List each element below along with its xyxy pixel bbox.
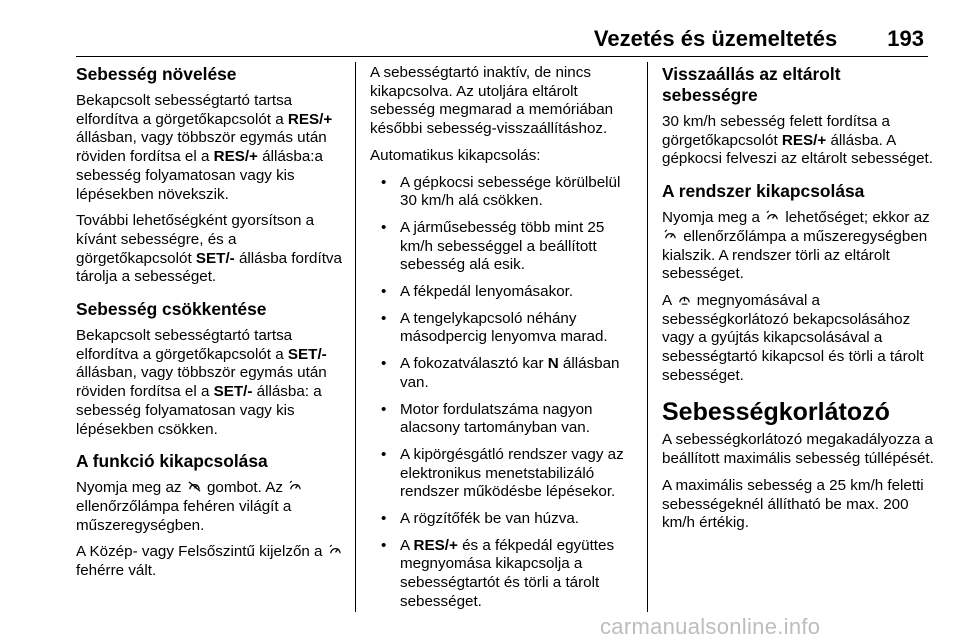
heading-return-speed: Visszaállás az eltárolt sebességre	[662, 64, 841, 105]
paragraph-decrease: Bekapcsolt sebességtartó tartsa elfordítva a görgetőkapcsolót a SET/- állásban, vagy többször egymás után röviden fordítsa el a SET/- állásba: a sebesség folyamatosan vagy kis lépésekben csökken.	[76, 327, 327, 438]
auto-off-list	[370, 174, 638, 612]
paragraph-increase-2: További lehetőségként gyorsítson a kívánt sebességre, és a görgetőkapcsolót SET/- állásba fordítva tárolja a sebességet.	[76, 212, 342, 286]
list-item: • A fékpedál lenyomásakor.	[370, 283, 638, 302]
watermark: carmanualsonline.info	[600, 614, 821, 639]
header-divider	[76, 56, 928, 57]
list-item: • A tengelykapcsoló néhány másodpercig lenyomva marad.	[370, 310, 638, 347]
heading-speed-increase: Sebesség növelése	[76, 64, 237, 84]
list-item: • A fokozatválasztó kar N állásban van.	[370, 355, 638, 392]
cruise-control-icon	[329, 544, 342, 557]
paragraph-system-off-2: A megnyomásával a sebességkorlátozó bekapcsolásához vagy a gyújtás kikapcsolásával a sebességtartó kikapcsol és törli a tárolt sebességet.	[662, 291, 924, 384]
list-item: • Motor fordulatszáma nagyon alacsony tartományban van.	[370, 401, 638, 438]
cruise-control-icon	[664, 229, 677, 242]
cruise-control-icon	[766, 210, 779, 223]
list-item: • A rögzítőfék be van húzva.	[370, 510, 638, 529]
heading-system-off: A rendszer kikapcsolása	[662, 181, 865, 202]
paragraph-increase-1: Bekapcsolt sebességtartó tartsa elfordítva a görgetőkapcsolót a RES/+ állásban, vagy többször egymás után röviden fordítsa el a RES/+ állásba:a sebesség folyamatosan vagy kis lépésekben növekszik.	[76, 92, 333, 203]
column-divider-1	[355, 62, 356, 612]
page-title: Vezetés és üzemeltetés	[593, 26, 838, 51]
speed-limiter-icon	[678, 293, 691, 306]
paragraph-system-off-1: Nyomja meg a lehetőséget; ekkor az ellenőrzőlámpa a műszeregységben kialszik. A rendszer törli az eltárolt sebességet.	[662, 209, 930, 283]
paragraph-inactive: A sebességtartó inaktív, de nincs kikapcsolva. Az utoljára eltárolt sebesség megmarad a memóriában későbbi sebesség-visszaállításhoz.	[370, 64, 614, 138]
page-number: 193	[887, 26, 924, 51]
heading-speed-decrease: Sebesség csökkentése	[76, 299, 267, 320]
list-item: • A kipörgésgátló rendszer vagy az elektronikus menetstabilizáló rendszer működésbe lépésekor.	[370, 446, 638, 502]
column-2	[370, 64, 638, 620]
list-item: • A gépkocsi sebessége körülbelül 30 km/h alá csökken.	[370, 174, 638, 211]
column-1	[76, 64, 348, 589]
column-divider-2	[647, 62, 648, 612]
list-item: • A járműsebesség több mint 25 km/h sebességgel a beállított sebesség alá esik.	[370, 219, 638, 275]
paragraph-limiter-2: A maximális sebesség a 25 km/h feletti sebességeknél állítható be max. 200 km/h értékig.	[662, 476, 924, 532]
paragraph-limiter-1: A sebességkorlátozó megakadályozza a beállított maximális sebesség túllépését.	[662, 431, 934, 468]
paragraph-return: 30 km/h sebesség felett fordítsa a görgetőkapcsolót RES/+ állásba. A gépkocsi felveszi az eltárolt sebességet.	[662, 113, 933, 168]
cruise-control-icon	[289, 480, 302, 493]
column-3	[662, 64, 934, 541]
cruise-control-off-icon	[188, 480, 201, 493]
list-item: • A RES/+ és a fékpedál együttes megnyomása kikapcsolja a sebességtartót és törli a tárolt sebességet.	[370, 537, 638, 612]
heading-speed-limiter: Sebességkorlátozó	[662, 398, 890, 427]
paragraph-off-2: A Közép- vagy Felsőszintű kijelzőn a fehérre vált.	[76, 543, 348, 580]
paragraph-off-1: Nyomja meg az gombot. Az ellenőrzőlámpa fehéren világít a műszeregységben.	[76, 479, 348, 535]
paragraph-auto-off: Automatikus kikapcsolás:	[370, 146, 541, 164]
page-header	[594, 26, 924, 52]
heading-function-off: A funkció kikapcsolása	[76, 451, 268, 472]
